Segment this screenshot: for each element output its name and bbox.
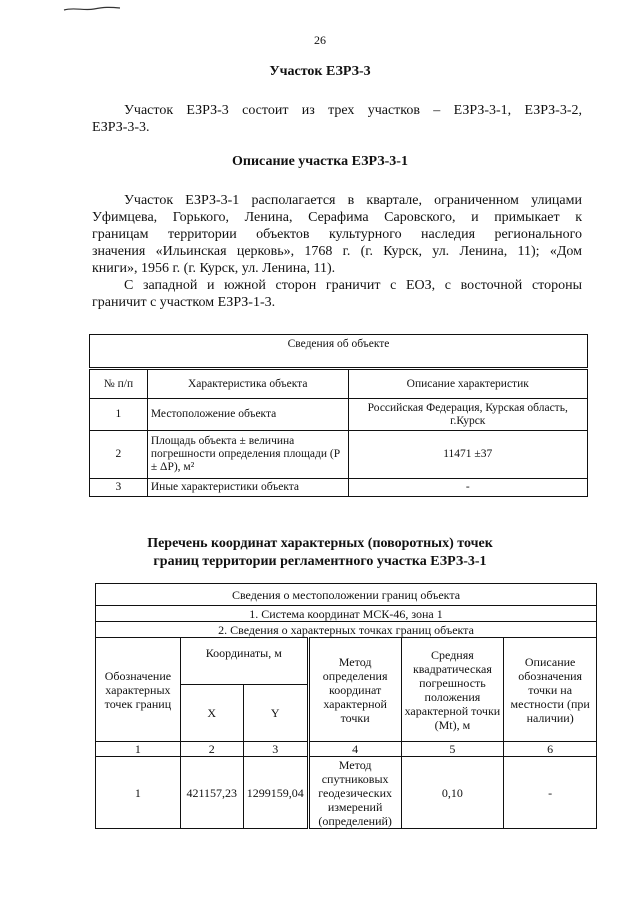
- row-characteristic: Иные характеристики объекта: [147, 479, 348, 497]
- column-number: 2: [180, 742, 243, 757]
- header-point: Обозначение характерных точек границ: [96, 638, 181, 742]
- column-number: 5: [401, 742, 504, 757]
- description-line: книги», 1956 г. (г. Курск, ул. Ленина, 11).: [92, 261, 336, 276]
- coords-title: [0, 535, 640, 571]
- description-line: Уфимцева, Горького, Ленина, Серафима Саровского, и примыкает к: [92, 210, 582, 225]
- description-line: граничит с участком ЕЗРЗ-1-3.: [92, 295, 276, 310]
- row-value: -: [348, 479, 588, 497]
- row-number: 3: [90, 479, 148, 497]
- table-row: [96, 757, 597, 829]
- row-value: 11471 ±37: [348, 431, 588, 479]
- row-characteristic: Площадь объекта ± величина погрешности определения площади (P ± ΔP), м²: [147, 431, 348, 479]
- description-line: С западной и южной сторон граничит с ЕОЗ, с восточной стороны: [124, 278, 582, 293]
- header-error: Средняя квадратическая погрешность положения характерной точки (Mt), м: [401, 638, 504, 742]
- description-line: Участок ЕЗРЗ-3-1 располагается в квартале, ограниченном улицами: [124, 193, 582, 208]
- intro-line: Участок ЕЗРЗ-3 состоит из трех участков – ЕЗРЗ-3-1, ЕЗРЗ-3-2,: [124, 103, 582, 118]
- page-number: 26: [314, 33, 326, 47]
- section-title: Участок ЕЗРЗ-3: [269, 64, 371, 79]
- coords-caption-2: 1. Система координат МСК-46, зона 1: [96, 606, 597, 622]
- row-value: Российская Федерация, Курская область, г.Курск: [348, 399, 588, 431]
- header-characteristic: Характеристика объекта: [147, 369, 348, 399]
- coords-title-line: Перечень координат характерных (поворотных) точек: [147, 536, 493, 551]
- coords-caption-1: Сведения о местоположении границ объекта: [96, 584, 597, 606]
- header-x: X: [180, 685, 243, 742]
- coords-caption-3: 2. Сведения о характерных точках границ объекта: [96, 622, 597, 638]
- subsection-title: Описание участка ЕЗРЗ-3-1: [232, 154, 408, 169]
- point-number: 1: [96, 757, 181, 829]
- coord-y: 1299159,04: [243, 757, 308, 829]
- header-y: Y: [243, 685, 308, 742]
- intro-paragraph: [92, 102, 582, 136]
- column-number: 1: [96, 742, 181, 757]
- point-description: -: [504, 757, 597, 829]
- object-info-table: [89, 334, 588, 497]
- intro-line: ЕЗРЗ-3-3.: [92, 120, 150, 135]
- header-coordinates: Координаты, м: [180, 638, 308, 685]
- method: Метод спутниковых геодезических измерений (определений): [308, 757, 401, 829]
- header-description: Описание обозначения точки на местности (при наличии): [504, 638, 597, 742]
- row-number: 2: [90, 431, 148, 479]
- description-paragraph: [92, 192, 582, 311]
- column-number: 3: [243, 742, 308, 757]
- error: 0,10: [401, 757, 504, 829]
- description-line: границам территории объектов культурного наследия регионального: [92, 227, 582, 242]
- column-numbers-row: [96, 742, 597, 757]
- row-number: 1: [90, 399, 148, 431]
- table-row: [90, 431, 588, 479]
- table-row: [90, 399, 588, 431]
- column-number: 6: [504, 742, 597, 757]
- description-line: значения «Ильинская церковь», 1768 г. (г. Курск, ул. Ленина, 11); «Дом: [92, 244, 582, 259]
- header-description: Описание характеристик: [348, 369, 588, 399]
- coord-x: 421157,23: [180, 757, 243, 829]
- coordinates-table: [95, 583, 597, 829]
- object-table-caption: Сведения об объекте: [90, 335, 588, 369]
- coords-title-line: границ территории регламентного участка ЕЗРЗ-3-1: [153, 554, 487, 569]
- row-characteristic: Местоположение объекта: [147, 399, 348, 431]
- table-row: [90, 479, 588, 497]
- header-number: № п/п: [90, 369, 148, 399]
- handwritten-mark: [62, 4, 122, 14]
- column-number: 4: [308, 742, 401, 757]
- header-method: Метод определения координат характерной точки: [308, 638, 401, 742]
